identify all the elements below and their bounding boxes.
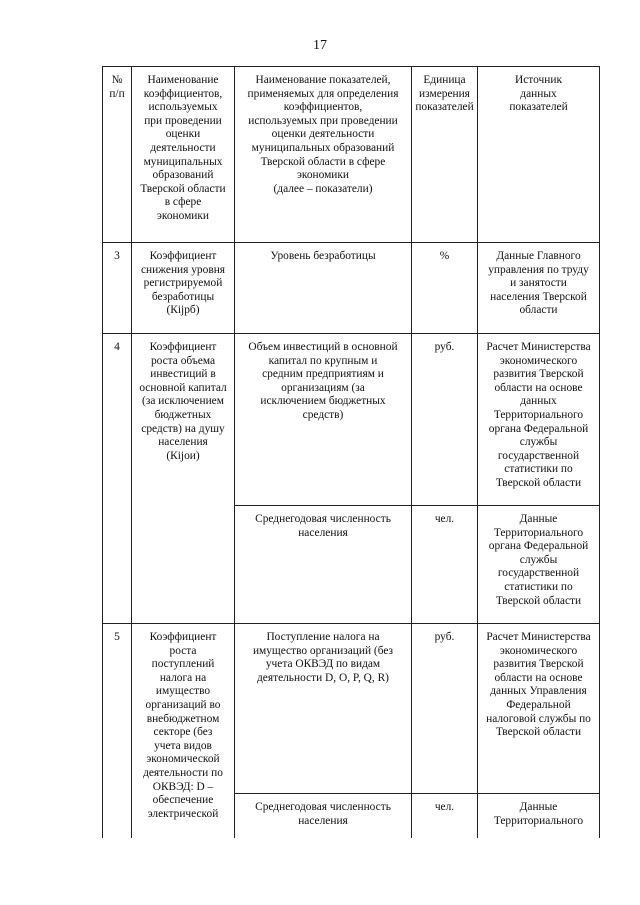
indicator-unit: %	[412, 243, 478, 334]
indicator-unit: руб.	[412, 624, 478, 794]
header-indicator-name: Наименование показателей, применяемых для определения коэффициентов, используемых при проведении оценки деятельности муниципальных образований Тверской области в сфере экономики (далее – показатели)	[235, 67, 412, 243]
indicator-name: Среднегодовая численность населения	[235, 506, 412, 624]
table-row	[103, 624, 600, 794]
coefficient-name: Коэффициент снижения уровня регистрируемой безработицы (Кijрб)	[132, 243, 235, 334]
indicator-source: Данные Территориального органа Федеральной службы государственной статистики по Тверской области	[478, 506, 600, 624]
header-coef-name: Наименование коэффициентов, используемых при проведении оценки деятельности муниципальных образований Тверской области в сфере экономики	[132, 67, 235, 243]
indicator-unit: чел.	[412, 794, 478, 838]
indicator-source: Данные Главного управления по труду и занятости населения Тверской области	[478, 243, 600, 334]
header-source: Источник данных показателей	[478, 67, 600, 243]
header-num: № п/п	[103, 67, 132, 243]
row-num: 4	[103, 334, 132, 624]
table-row	[103, 243, 600, 334]
header-unit: Единица измерения показателей	[412, 67, 478, 243]
table-header-row	[103, 67, 600, 243]
indicator-source: Расчет Министерства экономического развития Тверской области на основе данных Территориального органа Федеральной службы государственной статистики по Тверской области	[478, 334, 600, 506]
indicator-source: Расчет Министерства экономического развития Тверской области на основе данных Управления Федеральной налоговой службы по Тверской области	[478, 624, 600, 794]
coefficients-table	[102, 66, 600, 838]
indicator-name: Поступление налога на имущество организаций (без учета ОКВЭД по видам деятельности D, O, P, Q, R)	[235, 624, 412, 794]
indicator-name: Уровень безработицы	[235, 243, 412, 334]
coefficient-name: Коэффициент роста поступлений налога на имущество организаций во внебюджетном секторе (без учета видов экономической деятельности по ОКВЭД: D – обеспечение электрической	[132, 624, 235, 838]
indicator-name: Среднегодовая численность населения	[235, 794, 412, 838]
page-number: 17	[313, 38, 327, 53]
coefficient-name: Коэффициент роста объема инвестиций в основной капитал (за исключением бюджетных средств) на душу населения (Кijои)	[132, 334, 235, 624]
indicator-source: Данные Территориального	[478, 794, 600, 838]
indicator-name: Объем инвестиций в основной капитал по крупным и средним предприятиям и организациям (за исключением бюджетных средств)	[235, 334, 412, 506]
row-num: 3	[103, 243, 132, 334]
row-num: 5	[103, 624, 132, 838]
table-row	[103, 334, 600, 506]
indicator-unit: чел.	[412, 506, 478, 624]
indicator-unit: руб.	[412, 334, 478, 506]
